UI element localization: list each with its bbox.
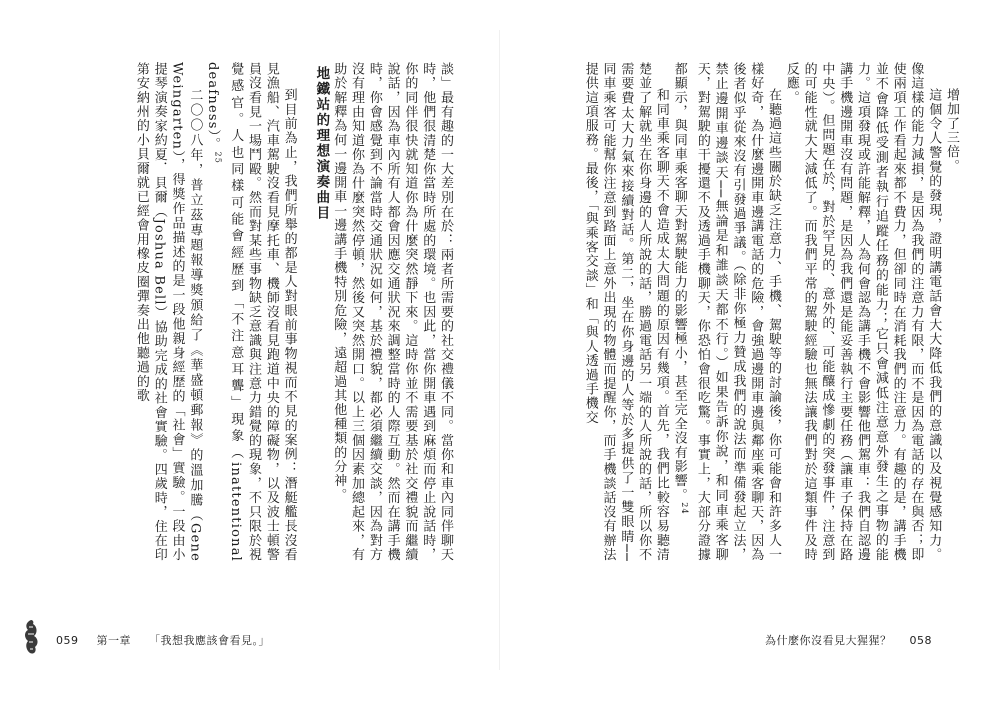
paragraph: 和同車乘客聊天不會造成太大問題的原因有幾項。首先，我們比較容易聽清楚並了解就坐在你身邊的人所說的話，勝過電話另一端的人所說的話，所以你不需要費太大力氣來接續對話。第二，坐在你身邊的人等於多提供了一雙眼睛──同車乘客可能幫你注意到路面上意外出現的物體而提醒你，而手機談話沒有辦法提供這項服務。最後，「與乘客交談」和「與人透過手機交: [582, 62, 669, 562]
paragraph: 二〇〇八年，普立茲專題報導獎頒給了《華盛頓郵報》的溫加騰（Gene Weingarten），得獎作品描述的是一段他親身經歷的「社會」實驗。一段由小提琴演奏家約夏．貝爾（Joshua Bell）協助完成的社會實驗。四歲時，住在印第安納州的小貝爾就已經會用橡皮圈彈奏出他聽過的歌: [133, 62, 203, 562]
paragraph: 增加了三倍。: [944, 88, 959, 174]
paragraph-text: 在聽過這些關於缺乏注意力、手機、駕駛等的討論後，你可能會和許多人一樣好奇，為什麼邊開車邊講電話的危險，會強過邊開車邊與鄰座乘客聊天，因為後者似乎從來沒有引發過爭議。（除非你極力贊成我們的說法而準備發起立法，禁止邊開車邊談天──無論是和誰談天都不行。）如果告訴你說，和同車乘客聊天，對駕駛的干擾還不及透過手機聊天，你恐怕會很吃驚。事實上，大部分證據都顯示，與同車乘客聊天對駕駛能力的影響極小，甚至完全沒有影響。: [671, 62, 782, 562]
paragraph-text: 到目前為止，我們所舉的都是人對眼前事物視而不見的案例：潛艇艦長沒看見漁船、汽車駕駛沒看見摩托車、機師沒看見跑道中央的障礙物，以及波士頓警員沒看見一場鬥毆。然而對某些事物缺乏意識與注意力錯覺的現象，不只限於視覺感官。人也同樣可能會經歷到「不注意耳聾」現象（inattentional deafness）。: [205, 62, 297, 562]
paragraph: [203, 62, 297, 562]
page-footer: [56, 632, 284, 648]
section-heading: 地鐵站的理想演奏曲目: [313, 66, 330, 221]
page-number: 059: [56, 634, 79, 647]
footnote-marker: 25: [213, 151, 223, 165]
running-title: 為什麼你沒看見大猩猩？: [765, 634, 892, 647]
chapter-title: 「我想我應該會看見。」: [149, 634, 270, 647]
right-page-text: [542, 62, 960, 562]
paragraph: [670, 62, 782, 562]
paragraph: 談」最有趣的一大差別在於：兩者所需要的社交禮儀不同。當你和車內同伴聊天時，他們很清楚你當時所處的環境。也因此，當你開車遇到麻煩而停止說話時，你的同伴很快就知道你為什麼突然靜下來。這時你並不需要基於社交禮貌而繼續說話，因為車內所有人都會因應交通狀況來調整當時的人際互動。然而在講手機時，你會感覺到不論當時交通狀況如何，基於禮貌，都必須繼續交談，因為對方沒有理由知道你為什麼突然停頓，然後又突然開口。以上三個因素加總起來，有助於解釋為何一邊開車一邊講手機特別危險，遠超過其他種類的分神。: [331, 62, 453, 562]
chapter-label: 第一章: [96, 634, 131, 647]
decorative-figure-icon: [20, 618, 42, 656]
paragraph: 這個令人警覺的發現，證明講電話會大大降低我們的意識以及視覺感知力。像這樣的能力減損，是因為我們的注意力有限，而不是因為電話的存在與否；即使兩項工作看起來都不費力，但卻同時在消耗我們的注意力。有趣的是，講手機並不會降低受測者執行追蹤任務的能力；它只會減低注意意外發生之事物的能力。這項發現或許能解釋，人為何會認為講手機不會影響他們駕車：我們自認邊講手機邊開車沒有問題，是因為我們還是能妥善執行主要任務（讓車子保持在路中央）。但問題在於，對於罕見的、意外的、可能釀成慘劇的突發事件，注意到的可能性就大大減低了。而我們平常的駕駛經驗也無法讓我們對於這類事件及時反應。: [783, 62, 942, 562]
page-footer: [751, 632, 932, 648]
right-page: [500, 0, 1000, 701]
page-number: 058: [909, 634, 932, 647]
footnote-marker: 24: [680, 502, 690, 515]
left-page-text: [24, 62, 454, 562]
